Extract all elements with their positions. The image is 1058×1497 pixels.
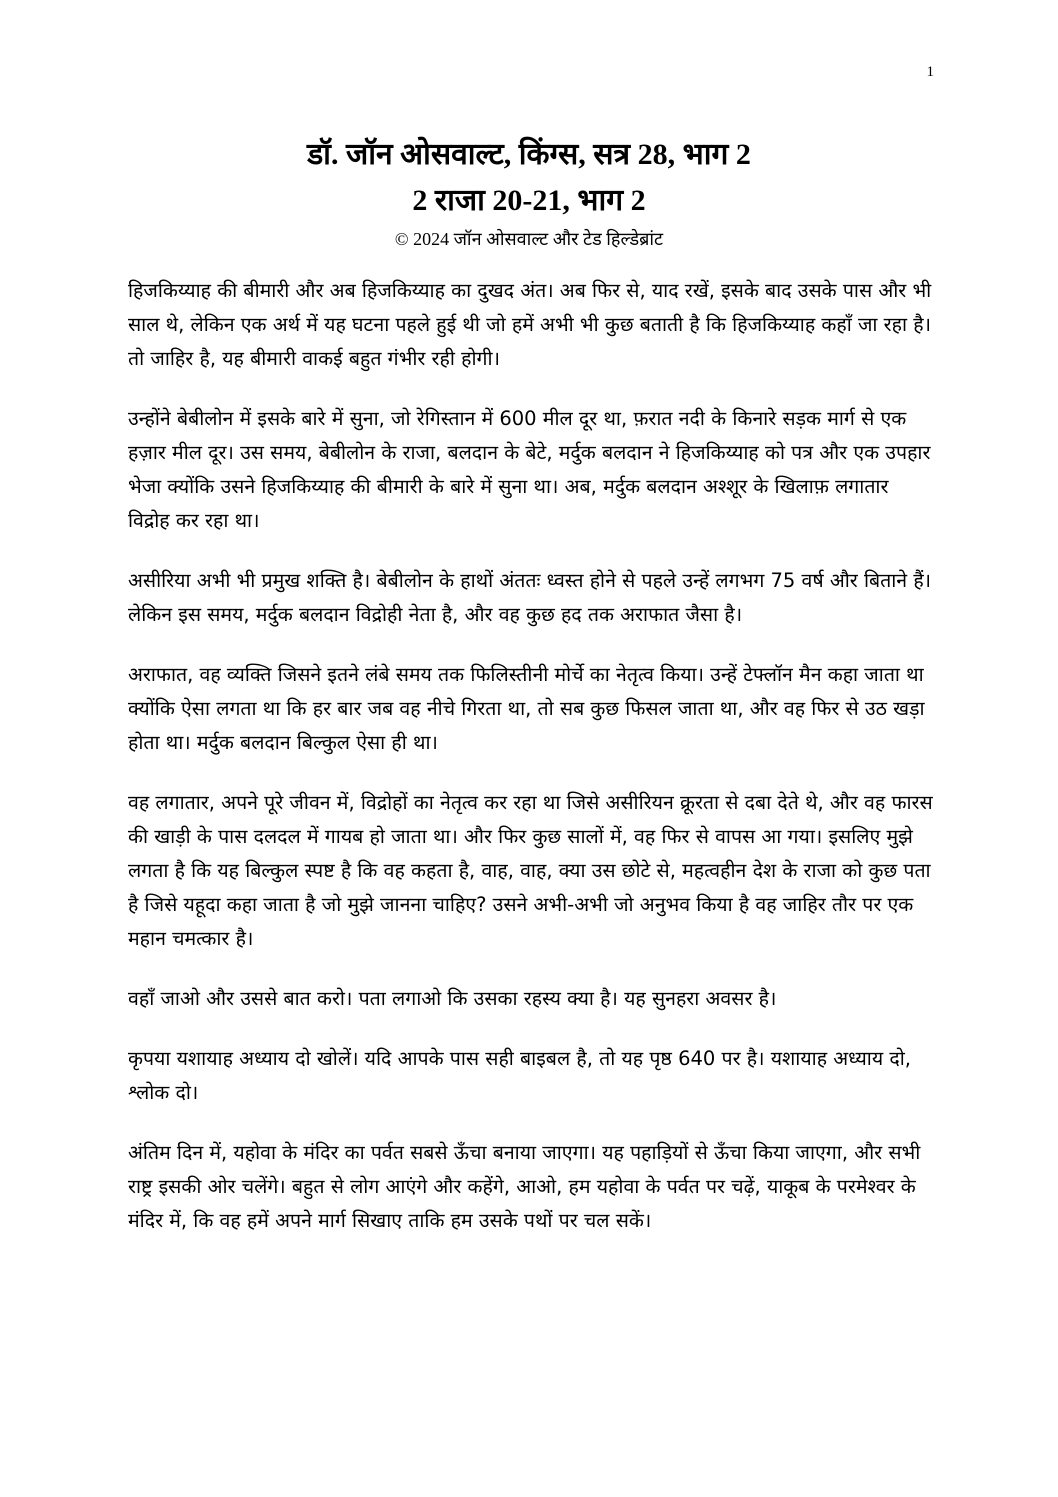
title-line-1: डॉ. जॉन ओसवाल्ट, किंग्स, सत्र 28, भाग 2 (307, 138, 751, 171)
paragraph: उन्होंने बेबीलोन में इसके बारे में सुना, जो रेगिस्तान में 600 मील दूर था, फ़रात नदी के किनारे सड़क मार्ग से एक हज़ार मील दूर। उस समय, बेबीलोन के राजा, बलदान के बेटे, मर्दुक बलदान ने हिजकिय्याह को पत्र और एक उपहार भेजा क्योंकि उसने हिजकिय्याह की बीमारी के बारे में सुना था। अब, मर्दुक बलदान अश्शूर के खिलाफ़ लगातार विद्रोह कर रहा था। (128, 407, 931, 532)
page-number: 1 (926, 64, 934, 80)
title-line-2: 2 राजा 20-21, भाग 2 (412, 184, 646, 217)
paragraph: हिजकिय्याह की बीमारी और अब हिजकिय्याह का दुखद अंत। अब फिर से, याद रखें, इसके बाद उसके पास और भी साल थे, लेकिन एक अर्थ में यह घटना पहले हुई थी जो हमें अभी भी कुछ बताती है कि हिजकिय्याह कहाँ जा रहा है। तो जाहिर है, यह बीमारी वाकई बहुत गंभीर रही होगी। (128, 279, 932, 370)
paragraph: वह लगातार, अपने पूरे जीवन में, विद्रोहों का नेतृत्व कर रहा था जिसे असीरियन क्रूरता से दबा देते थे, और वह फारस की खाड़ी के पास दलदल में गायब हो जाता था। और फिर कुछ सालों में, वह फिर से वापस आ गया। इसलिए मुझे लगता है कि यह बिल्कुल स्पष्ट है कि वह कहता है, वाह, वाह, क्या उस छोटे से, महत्वहीन देश के राजा को कुछ पता है जिसे यहूदा कहा जाता है जो मुझे जानना चाहिए? उसने अभी-अभी जो अनुभव किया है वह जाहिर तौर पर एक महान चमत्कार है। (128, 791, 933, 950)
paragraph: अंतिम दिन में, यहोवा के मंदिर का पर्वत सबसे ऊँचा बनाया जाएगा। यह पहाड़ियों से ऊँचा किया जाएगा, और सभी राष्ट्र इसकी ओर चलेंगे। बहुत से लोग आएंगे और कहेंगे, आओ, हम यहोवा के पर्वत पर चढ़ें, याकूब के परमेश्वर के मंदिर में, कि वह हमें अपने मार्ग सिखाए ताकि हम उसके पथों पर चल सकें। (128, 1141, 921, 1232)
paragraph: वहाँ जाओ और उससे बात करो। पता लगाओ कि उसका रहस्य क्या है। यह सुनहरा अवसर है। (128, 987, 777, 1010)
copyright-line: © 2024 जॉन ओसवाल्ट और टेड हिल्डेब्रांट (394, 229, 664, 249)
paragraph: असीरिया अभी भी प्रमुख शक्ति है। बेबीलोन के हाथों अंततः ध्वस्त होने से पहले उन्हें लगभग 75 वर्ष और बिताने हैं। लेकिन इस समय, मर्दुक बलदान विद्रोही नेता है, और वह कुछ हद तक अराफात जैसा है। (128, 569, 932, 626)
document-header (0, 132, 1058, 250)
body-text (128, 274, 936, 1264)
paragraph: कृपया यशायाह अध्याय दो खोलें। यदि आपके पास सही बाइबल है, तो यह पृष्ठ 640 पर है। यशायाह अध्याय दो, श्लोक दो। (128, 1047, 911, 1104)
paragraph: अराफात, वह व्यक्ति जिसने इतने लंबे समय तक फिलिस्तीनी मोर्चे का नेतृत्व किया। उन्हें टेफ्लॉन मैन कहा जाता था क्योंकि ऐसा लगता था कि हर बार जब वह नीचे गिरता था, तो सब कुछ फिसल जाता था, और वह फिर से उठ खड़ा होता था। मर्दुक बलदान बिल्कुल ऐसा ही था। (128, 663, 925, 754)
